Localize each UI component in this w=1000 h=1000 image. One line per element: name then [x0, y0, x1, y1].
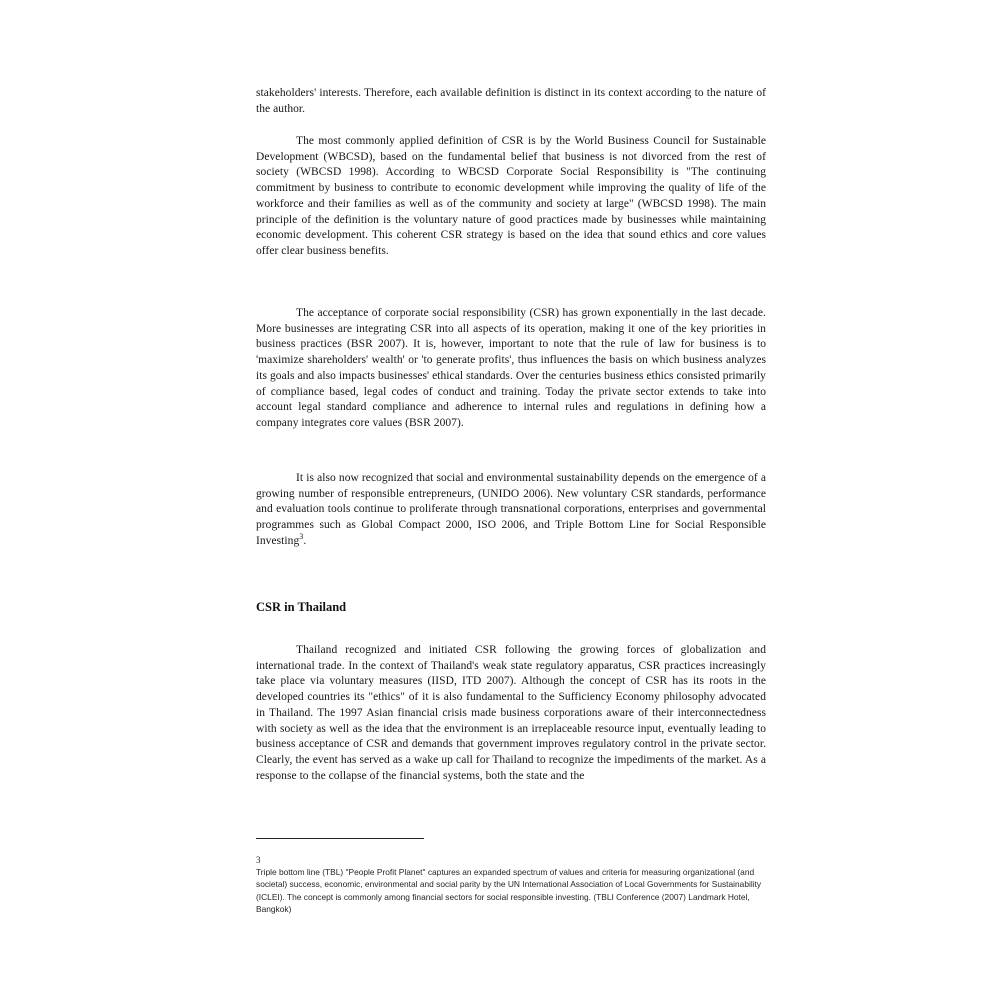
paragraph-block-acceptance	[256, 306, 766, 432]
footnote-reference: 3	[299, 531, 304, 541]
paragraph-wbcsd-definition: The most commonly applied definition of CSR is by the World Business Council for Sustainable Development (WBCSD), based on the fundamental belief that business is not divorced from the rest of society (WBCSD 1998). According to WBCSD Corporate Social Responsibility is "The continuing commitment by business to contribute to economic development while improving the quality of life of the workforce and their families as well as of the community and society at large" (WBCSD 1998). The main principle of the definition is the voluntary nature of good practices made by businesses while maintaining economic development. This coherent CSR strategy is based on the idea that sound ethics and core values offer clear business benefits.	[256, 135, 766, 257]
paragraph-block-sustainability	[256, 471, 766, 550]
paragraph-sustainability-text: It is also now recognized that social and environmental sustainability depends on the emergence of a growing number of responsible entrepreneurs, (UNIDO 2006). New voluntary CSR standards, performance and evaluation tools continue to proliferate through transnational corporations, enterprises and governmental programmes such as Global Compact 2000, ISO 2006, and Triple Bottom Line for Social Responsible Investing	[256, 472, 766, 547]
footnote-divider	[256, 838, 424, 839]
paragraph-sustainability	[256, 471, 766, 550]
paragraph-csr-acceptance: The acceptance of corporate social responsibility (CSR) has grown exponentially in the last decade. More businesses are integrating CSR into all aspects of its operation, making it one of the key priorities in business practices (BSR 2007). It is, however, important to note that the rule of law for business is to 'maximize shareholders' wealth' or 'to generate profits', thus influences the basis on which business analyzes its goals and also impacts businesses' ethical standards. Over the centuries business ethics consisted primarily of compliance based, legal codes of conduct and training. Today the private sector extends to take into account legal standard compliance and adherence to internal rules and regulations in defining how a company integrates core values (BSR 2007).	[256, 307, 766, 429]
footnote-marker: 3	[256, 855, 261, 865]
paragraph-continued	[256, 86, 766, 117]
paragraph-sustainability-end: .	[303, 534, 307, 547]
paragraph-block-thailand	[256, 643, 766, 784]
paragraph-stakeholders: stakeholders' interests. Therefore, each available definition is distinct in its context according to the nature of the author.	[256, 87, 766, 115]
footnote-text: Triple bottom line (TBL) "People Profit Planet" captures an expanded spectrum of values and criteria for measuring organizational (and societal) success, economic, environmental and social parity by the UN International Association of Local Governments for Sustainability (ICLEI). The concept is commonly among financial sectors for social responsible investing. (TBLI Conference (2007) Landmark Hotel, Bangkok)	[256, 867, 762, 915]
section-heading: CSR in Thailand	[256, 600, 347, 614]
paragraph-thailand: Thailand recognized and initiated CSR following the growing forces of globalization and international trade. In the context of Thailand's weak state regulatory apparatus, CSR practices increasingly take place via voluntary measures (IISD, ITD 2007). Although the concept of CSR has its roots in the developed countries its "ethics" of it is also fundamental to the Sufficiency Economy philosophy advocated in Thailand. The 1997 Asian financial crisis made business corporations aware of their interconnectedness with society as well as the idea that the environment is an irreplaceable resource input, eventually leading to business acceptance of CSR and demands that government improves regulatory control in the private sector. Clearly, the event has served as a wake up call for Thailand to recognize the impediments of the market. As a response to the collapse of the financial systems, both the state and the	[256, 644, 766, 782]
paragraph-block-wbcsd	[256, 134, 766, 260]
